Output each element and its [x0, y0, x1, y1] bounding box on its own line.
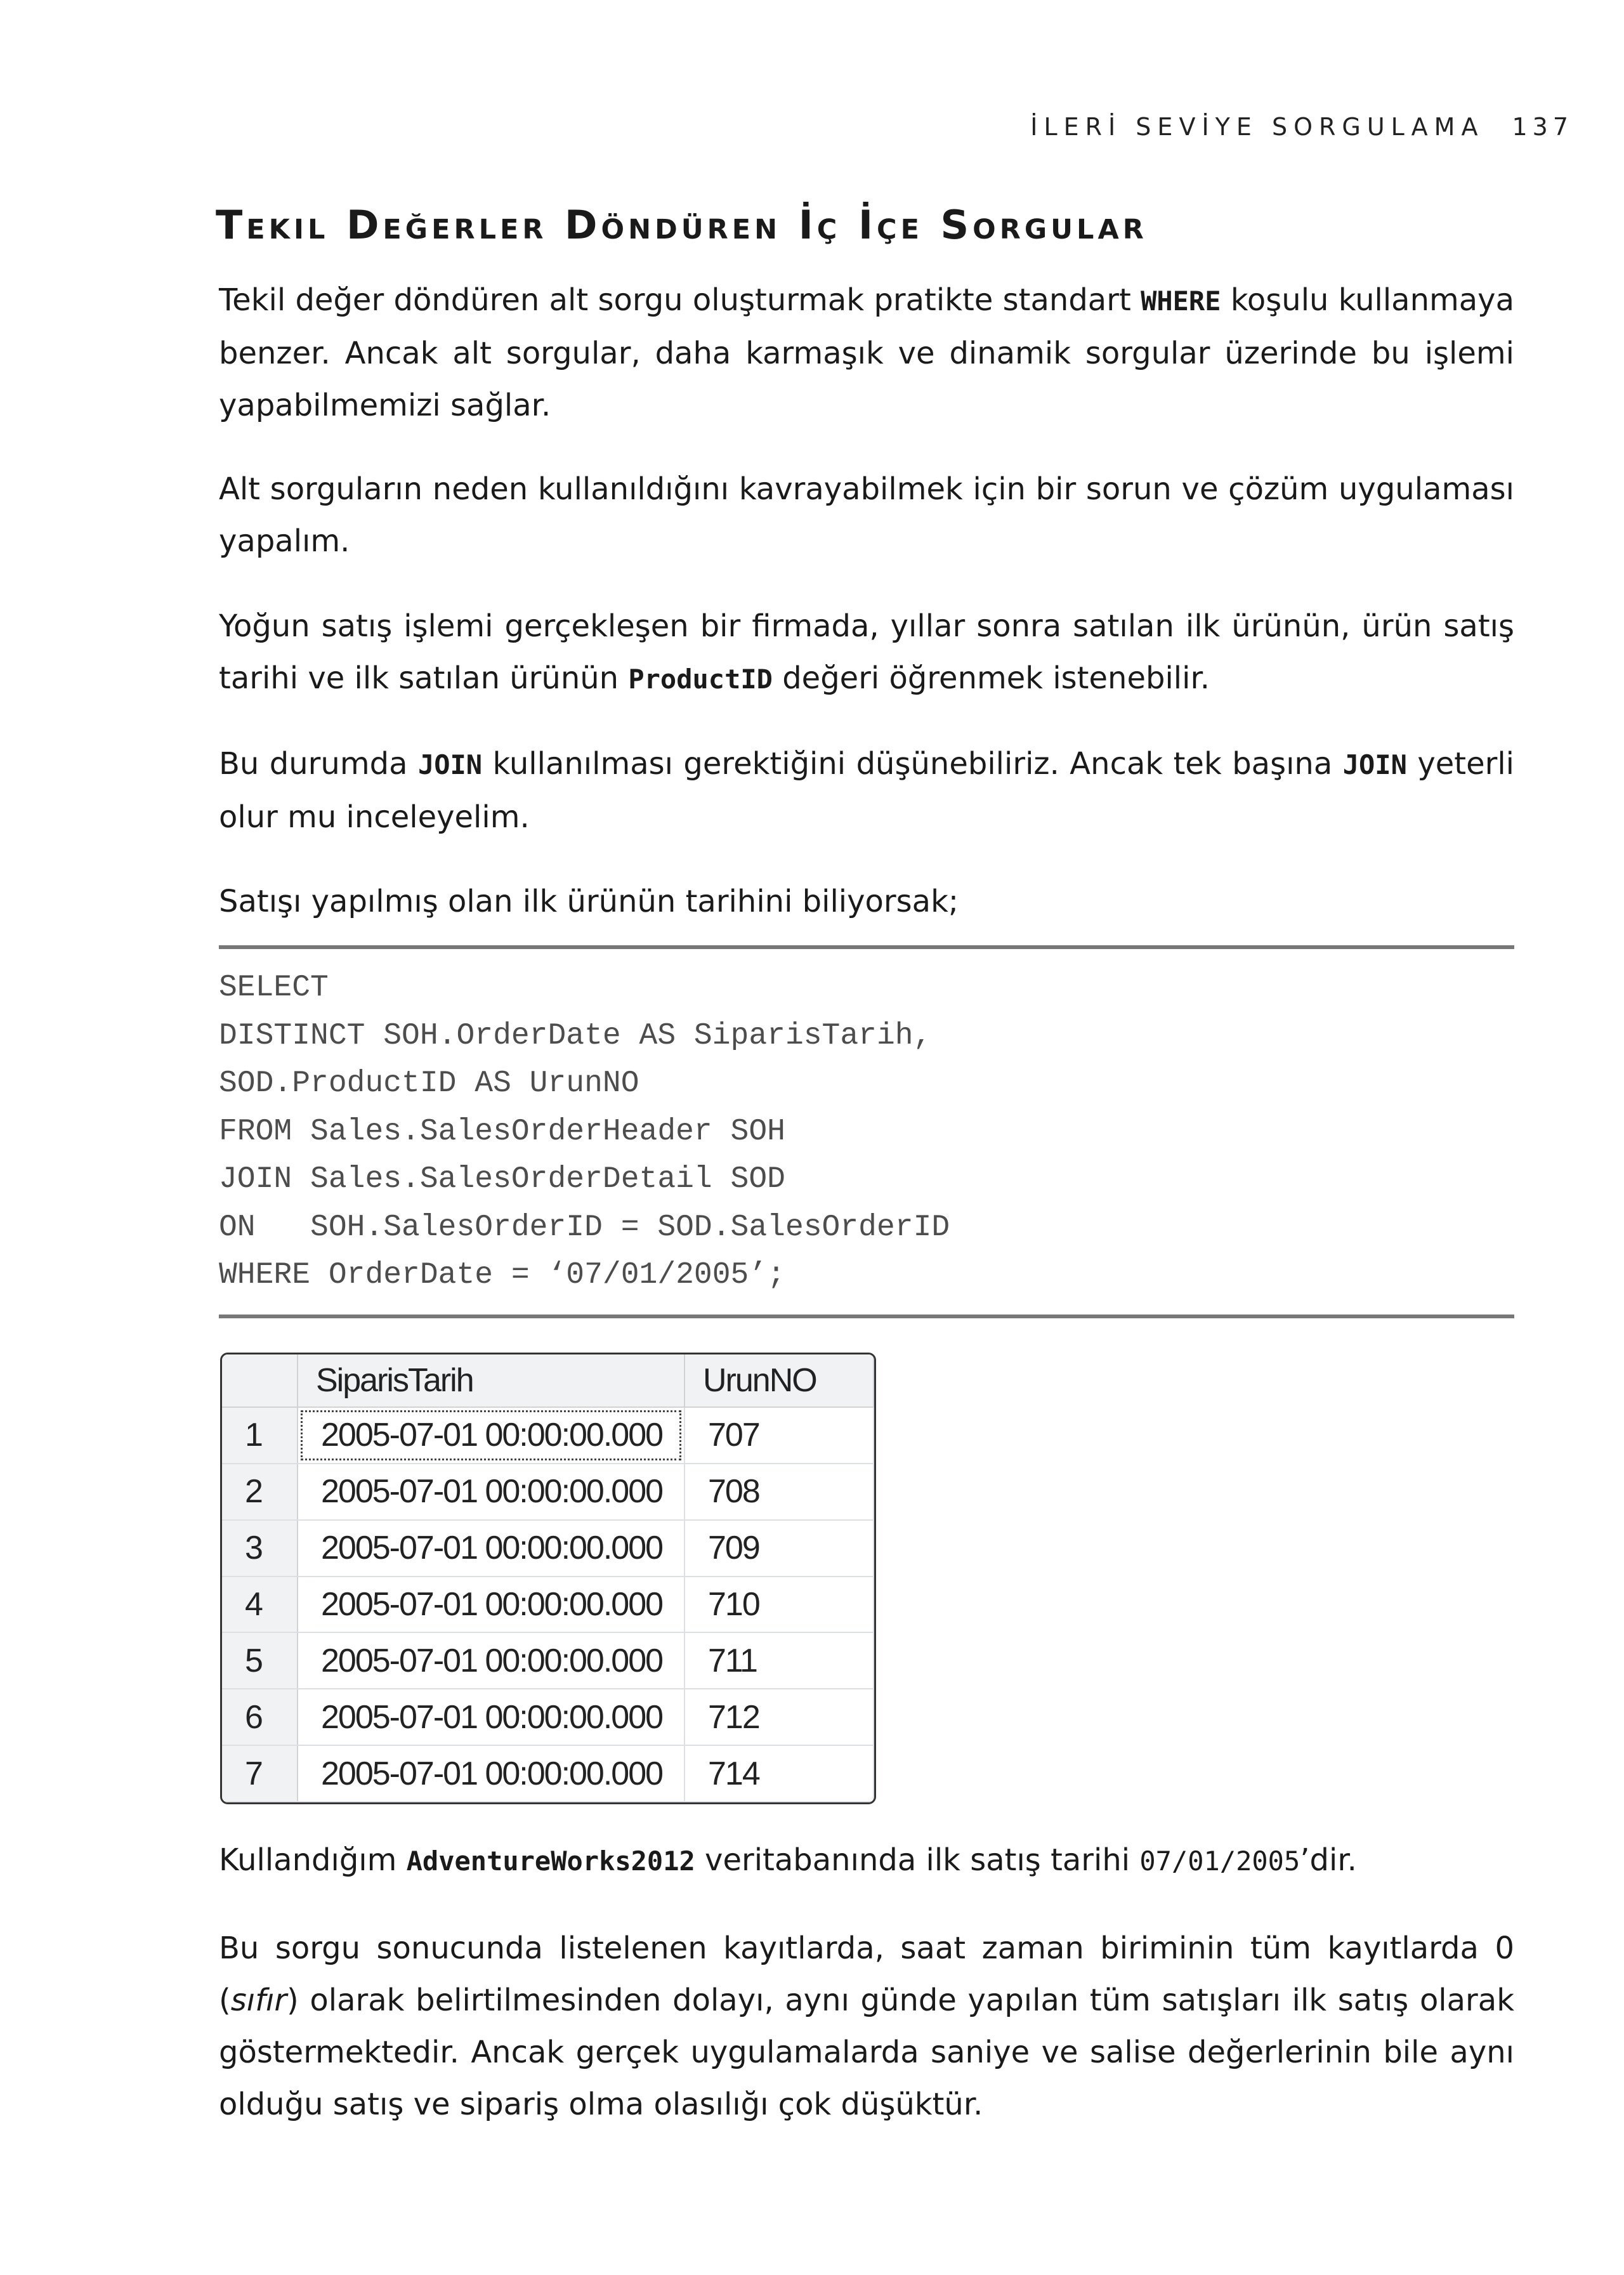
cell-siparistarih[interactable]: 2005-07-01 00:00:00.000	[298, 1745, 684, 1802]
paragraph-6	[219, 1834, 1514, 1887]
paragraph-5	[219, 875, 1514, 928]
p2-text: Alt sorguların neden kullanıldığını kavrayabilmek için bir sorun ve çözüm uygulaması yapalım.	[219, 471, 1514, 559]
code-line: SOD.ProductID AS UrunNO	[219, 1066, 639, 1101]
table-row[interactable]	[222, 1689, 874, 1745]
row-number[interactable]: 5	[222, 1632, 298, 1689]
column-header-urunno[interactable]: UrunNO	[684, 1354, 874, 1407]
p1-text-b: koşulu kullanmaya benzer. Ancak alt sorgular, daha karmaşık ve dinamik sorgular üzerinde bu işlemi yapabilmemizi sağlar.	[219, 282, 1514, 423]
section-heading: Tekil Değerler Döndüren İç İçe Sorgular	[216, 202, 1148, 248]
cell-urunno[interactable]: 710	[684, 1577, 874, 1633]
paragraph-2	[219, 463, 1514, 567]
p6-code-db-name: AdventureWorks2012	[406, 1846, 695, 1877]
p7-text-b: ) olarak belirtilmesinden dolayı, aynı günde yapılan tüm satışları ilk satış olarak göstermektedir. Ancak gerçek uygulamalarda saniye ve salise değerlerinin bile aynı olduğu satış ve sipariş olma olasılığı çok düşüktür.	[219, 1983, 1514, 2122]
code-line: ON SOH.SalesOrderID = SOD.SalesOrderID	[219, 1210, 950, 1245]
p3-code-productid: ProductID	[628, 664, 773, 695]
p1-code-where: WHERE	[1141, 285, 1221, 317]
p5-text: Satışı yapılmış olan ilk ürünün tarihini biliyorsak;	[219, 884, 959, 919]
row-number[interactable]: 4	[222, 1577, 298, 1633]
p6-text-c: ’dir.	[1300, 1842, 1357, 1878]
p6-text-b: veritabanında ilk satış tarihi	[695, 1842, 1140, 1878]
p7-text-a: Bu sorgu sonucunda listelenen kayıtlarda, saat zaman biriminin tüm kayıtlarda 0 (	[219, 1931, 1514, 2018]
sql-code-block	[219, 964, 1514, 1300]
cell-siparistarih[interactable]: 2005-07-01 00:00:00.000	[298, 1632, 684, 1689]
p4-code-join-1: JOIN	[417, 749, 483, 780]
cell-urunno[interactable]: 714	[684, 1745, 874, 1802]
cell-urunno[interactable]: 712	[684, 1689, 874, 1745]
cell-siparistarih[interactable]: 2005-07-01 00:00:00.000	[298, 1464, 684, 1520]
cell-urunno[interactable]: 709	[684, 1520, 874, 1577]
code-rule-top	[219, 945, 1514, 949]
cell-siparistarih[interactable]: 2005-07-01 00:00:00.000	[298, 1520, 684, 1577]
p1-text-a: Tekil değer döndüren alt sorgu oluşturmak pratikte standart	[219, 282, 1141, 318]
table-row[interactable]	[222, 1745, 874, 1802]
table-row[interactable]	[222, 1464, 874, 1520]
row-number[interactable]: 6	[222, 1689, 298, 1745]
grid-header-row	[222, 1354, 874, 1407]
table-row[interactable]	[222, 1632, 874, 1689]
p6-text-a: Kullandığım	[219, 1842, 407, 1878]
row-number[interactable]: 3	[222, 1520, 298, 1577]
p3-text-b: değeri öğrenmek istenebilir.	[772, 660, 1210, 696]
row-number[interactable]: 7	[222, 1745, 298, 1802]
cell-siparistarih[interactable]: 2005-07-01 00:00:00.000	[298, 1689, 684, 1745]
cell-urunno[interactable]: 711	[684, 1632, 874, 1689]
cell-siparistarih[interactable]: 2005-07-01 00:00:00.000	[298, 1577, 684, 1633]
paragraph-7	[219, 1922, 1514, 2130]
results-grid[interactable]	[220, 1353, 876, 1804]
paragraph-1	[219, 274, 1514, 431]
cell-urunno[interactable]: 708	[684, 1464, 874, 1520]
code-line: FROM Sales.SalesOrderHeader SOH	[219, 1114, 785, 1149]
code-line: DISTINCT SOH.OrderDate AS SiparisTarih,	[219, 1018, 932, 1053]
table-row[interactable]	[222, 1520, 874, 1577]
page-number: 137	[1512, 113, 1573, 141]
table-row[interactable]	[222, 1407, 874, 1464]
row-number[interactable]: 1	[222, 1407, 298, 1464]
table-row[interactable]	[222, 1577, 874, 1633]
cell-urunno[interactable]: 707	[684, 1407, 874, 1464]
p4-text-c: yeterli olur mu inceleyelim.	[219, 746, 1515, 835]
p4-text-b: kullanılması gerektiğini düşünebiliriz. Ancak tek başına	[482, 746, 1343, 782]
p4-text-a: Bu durumda	[219, 746, 418, 782]
running-header	[1030, 113, 1573, 141]
column-header-siparistarih[interactable]: SiparisTarih	[298, 1354, 684, 1407]
row-number[interactable]: 2	[222, 1464, 298, 1520]
p6-code-date: 07/01/2005	[1139, 1846, 1300, 1877]
grid-corner-cell[interactable]	[222, 1354, 298, 1407]
p4-code-join-2: JOIN	[1342, 749, 1407, 780]
p3-text-a: Yoğun satış işlemi gerçekleşen bir firmada, yıllar sonra satılan ilk ürünün, ürün satış tarihi ve ilk satılan ürünün	[219, 608, 1514, 696]
code-line: JOIN Sales.SalesOrderDetail SOD	[219, 1162, 785, 1197]
paragraph-4	[219, 738, 1514, 843]
code-rule-bottom	[219, 1315, 1514, 1318]
cell-siparistarih[interactable]: 2005-07-01 00:00:00.000	[298, 1407, 684, 1464]
p7-emphasis: sıfır	[230, 1983, 287, 2018]
code-line: SELECT	[219, 971, 329, 1005]
code-line: WHERE OrderDate = ‘07/01/2005’;	[219, 1258, 785, 1292]
section-title: İLERİ SEVİYE SORGULAMA	[1030, 113, 1484, 141]
paragraph-3	[219, 600, 1514, 705]
